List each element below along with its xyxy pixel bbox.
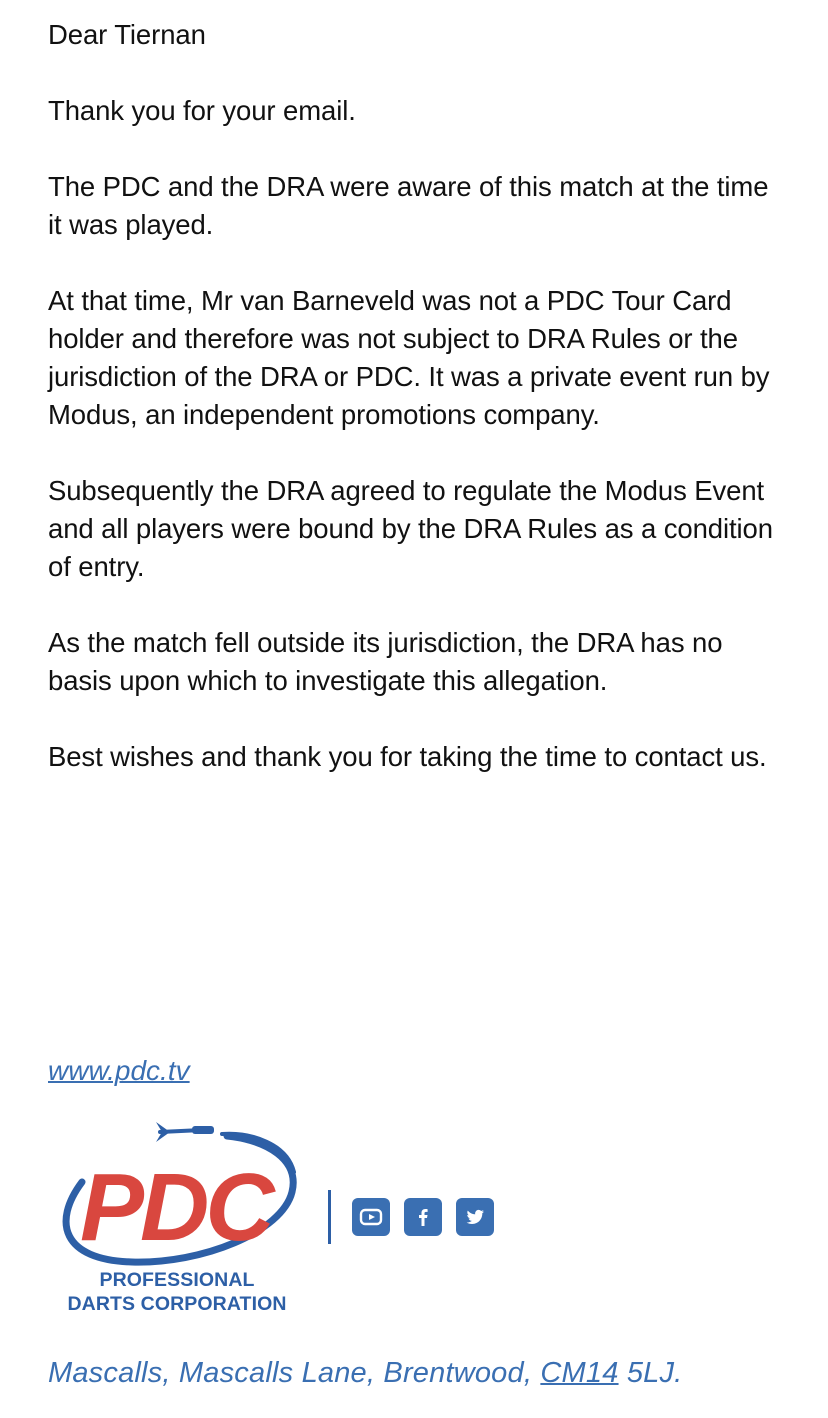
signature-divider	[328, 1190, 331, 1244]
sign-off: Best wishes and thank you for taking the time to contact us.	[48, 741, 767, 772]
logo-caption	[52, 1268, 302, 1316]
pdc-wordmark: PDC	[80, 1154, 271, 1261]
email-signature	[52, 1112, 512, 1322]
greeting: Dear Tiernan	[48, 19, 206, 50]
social-links	[352, 1198, 494, 1236]
paragraph-regulate: Subsequently the DRA agreed to regulate the Modus Event and all players were bound by the DRA Rules as a condition of entry.	[48, 475, 773, 582]
paragraph-tour-card: At that time, Mr van Barneveld was not a PDC Tour Card holder and therefore was not subject to DRA Rules or the jurisdiction of the DRA or PDC. It was a private event run by Modus, an independent promotions company.	[48, 285, 770, 430]
address-postcode-link[interactable]: CM14	[540, 1357, 619, 1389]
paragraph-aware: The PDC and the DRA were aware of this match at the time it was played.	[48, 171, 769, 240]
dart-icon	[156, 1122, 214, 1142]
youtube-icon[interactable]	[352, 1198, 390, 1236]
website-link[interactable]: www.pdc.tv	[48, 1055, 190, 1086]
facebook-icon[interactable]	[404, 1198, 442, 1236]
logo-caption-line2: DARTS CORPORATION	[67, 1293, 287, 1315]
email-body	[48, 16, 788, 776]
logo-caption-line1: PROFESSIONAL	[99, 1269, 255, 1291]
paragraph-jurisdiction: As the match fell outside its jurisdiction, the DRA has no basis upon which to investigate this allegation.	[48, 627, 723, 696]
postal-address	[48, 1357, 682, 1390]
twitter-icon[interactable]	[456, 1198, 494, 1236]
address-postcode-end: 5LJ.	[626, 1357, 683, 1389]
pdc-logo[interactable]	[52, 1112, 302, 1322]
address-street: Mascalls, Mascalls Lane, Brentwood,	[48, 1357, 533, 1389]
paragraph-thanks: Thank you for your email.	[48, 95, 356, 126]
pdc-logo-graphic	[52, 1112, 302, 1272]
